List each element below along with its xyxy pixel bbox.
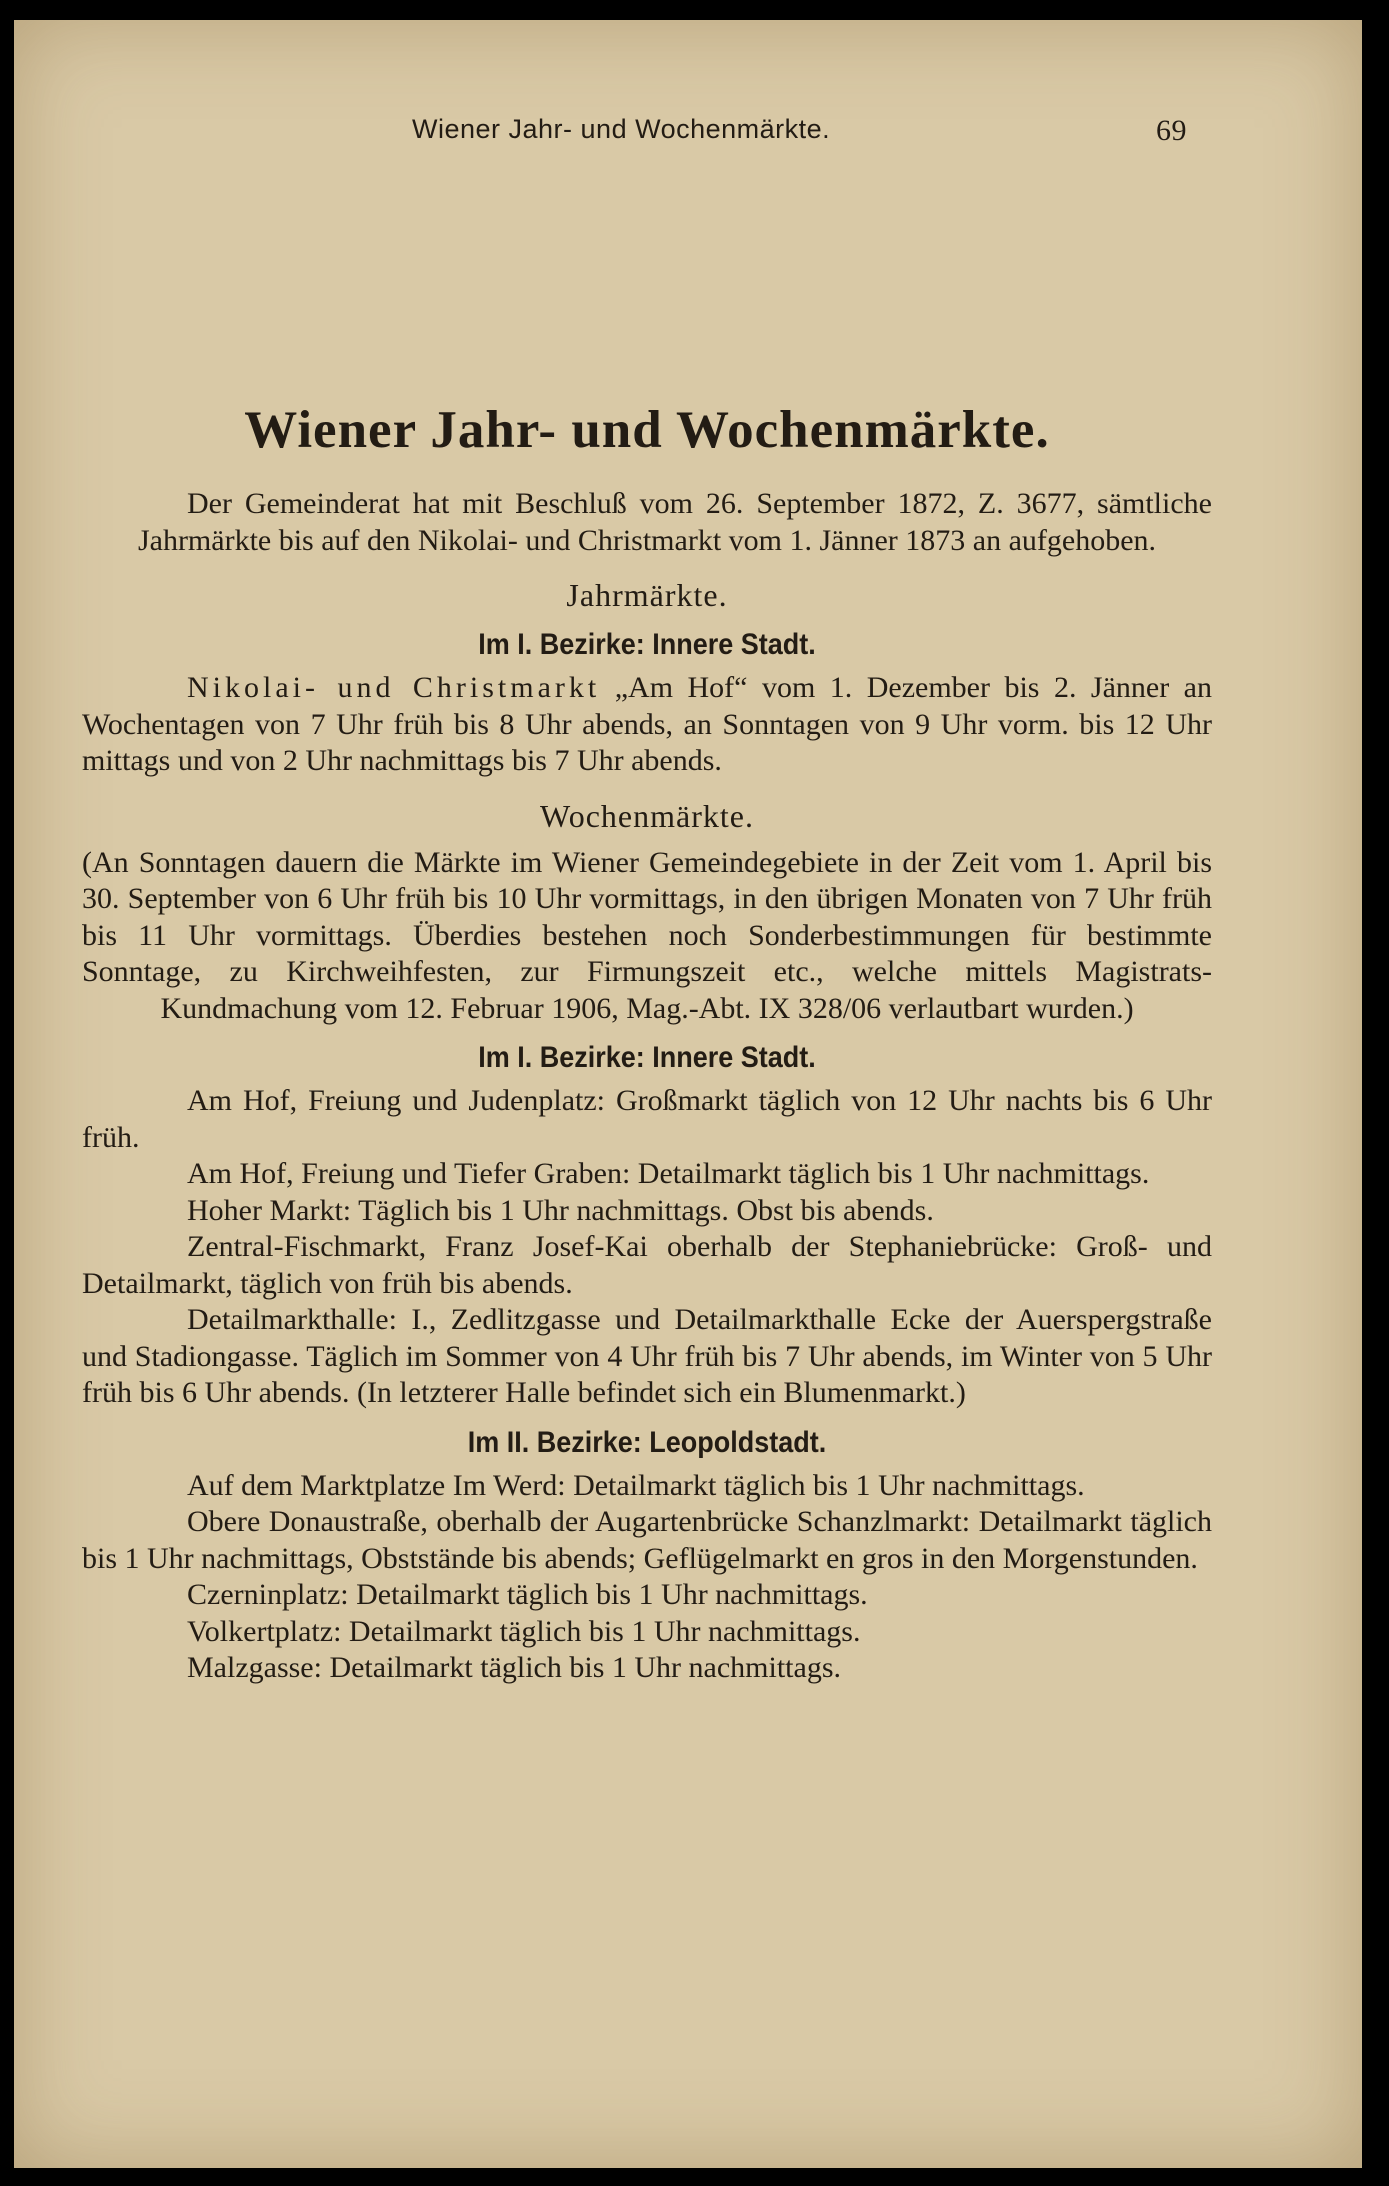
section-heading-jahrmaerkte: Jahrmärkte.	[566, 577, 728, 613]
market-entry: Hoher Markt: Täglich bis 1 Uhr nachmittags. Obst bis abends.	[187, 1193, 934, 1227]
market-entry: Zentral-Fischmarkt, Franz Josef-Kai oberhalb der Stephaniebrücke: Groß- und Detailmarkt, täglich von früh bis abends.	[82, 1230, 1212, 1300]
district-heading-innere-stadt-2: Im I. Bezirke: Innere Stadt.	[478, 1041, 816, 1074]
christmarkt-paragraph	[82, 670, 1212, 780]
christmarkt-text: „Am Hof“ vom 1. Dezember bis 2. Jänner an Wochentagen von 7 Uhr früh bis 8 Uhr abends, an Sonntagen von 9 Uhr vorm. bis 12 Uhr mittags und von 2 Uhr nachmittags bis 7 Uhr abends.	[82, 671, 1213, 777]
section-heading-wochenmaerkte: Wochenmärkte.	[540, 797, 754, 834]
market-entry: Auf dem Marktplatze Im Werd: Detailmarkt täglich bis 1 Uhr nachmittags.	[187, 1468, 1085, 1502]
page-content	[82, 400, 1212, 1687]
book-page	[14, 20, 1362, 2168]
running-title: Wiener Jahr- und Wochenmärkte.	[412, 114, 831, 144]
page-title: Wiener Jahr- und Wochenmärkte.	[244, 401, 1050, 459]
intro-paragraph: Der Gemeinderat hat mit Beschluß vom 26. September 1872, Z. 3677, sämtliche Jahrmärkte bis auf den Nikolai- und Christmarkt vom 1. Jänner 1873 an aufgehoben.	[137, 487, 1212, 557]
district-heading-innere-stadt: Im I. Bezirke: Innere Stadt.	[478, 628, 816, 661]
page-number: 69	[1156, 114, 1187, 147]
market-entry: Am Hof, Freiung und Judenplatz: Großmarkt täglich von 12 Uhr nachts bis 6 Uhr früh.	[82, 1084, 1212, 1154]
market-entry: Malzgasse: Detailmarkt täglich bis 1 Uhr nachmittags.	[187, 1651, 841, 1684]
sunday-note-paragraph: (An Sonntagen dauern die Märkte im Wiener Gemeindegebiete in der Zeit vom 1. April bis 30. September von 6 Uhr früh bis 10 Uhr vormittags, in den übrigen Monaten von 7 Uhr früh bis 11 Uhr vormittags. Überdies bestehen noch Sonderbestimmungen für bestimmte Sonntage, zu Kirchweihfesten, zur Firmungszeit etc., welche mittels Magistrats-Kundmachung vom 12. Februar 1906, Mag.-Abt. IX 328/06 verlautbart wurden.)	[82, 845, 1212, 1025]
district-heading-leopoldstadt: Im II. Bezirke: Leopoldstadt.	[467, 1425, 827, 1459]
market-entry: Volkertplatz: Detailmarkt täglich bis 1 Uhr nachmittags.	[187, 1614, 861, 1648]
market-entry: Czerninplatz: Detailmarkt täglich bis 1 Uhr nachmittags.	[187, 1578, 868, 1611]
market-entry: Detailmarkthalle: I., Zedlitzgasse und Detailmarkthalle Ecke der Auerspergstraße und Stadiongasse. Täglich im Sommer von 4 Uhr früh bis 7 Uhr abends, im Winter von 5 Uhr früh bis 6 Uhr abends. (In letzterer Halle befindet sich ein Blumenmarkt.)	[82, 1303, 1212, 1409]
market-entry: Obere Donaustraße, oberhalb der Augartenbrücke Schanzlmarkt: Detailmarkt täglich bis 1 Uhr nachmittags, Obststände bis abends; Geflügelmarkt en gros in den Morgenstunden.	[82, 1505, 1212, 1575]
market-entry: Am Hof, Freiung und Tiefer Graben: Detailmarkt täglich bis 1 Uhr nachmittags.	[187, 1157, 1150, 1190]
market-name: Nikolai- und Christmarkt	[187, 671, 601, 704]
